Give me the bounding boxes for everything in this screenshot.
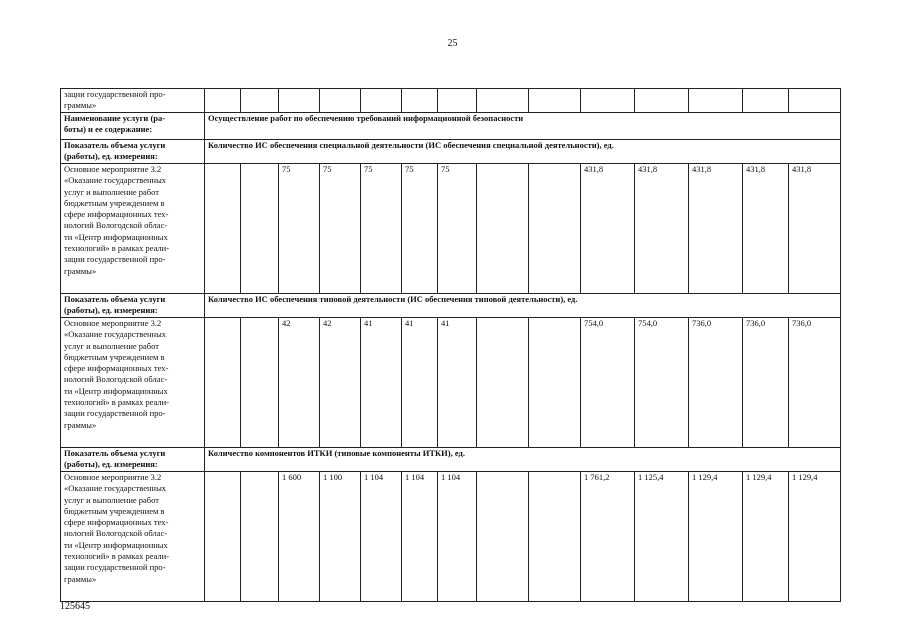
empty-cell [438, 89, 477, 113]
value-text: 1 600 [282, 472, 302, 482]
value-text: 1 104 [364, 472, 384, 482]
text-line: бюджетным учреждением в [64, 505, 165, 516]
value-cell [241, 164, 279, 294]
indicator-row [61, 448, 841, 472]
text-line: граммы» [64, 265, 97, 276]
value-cell [241, 318, 279, 448]
text-line: граммы» [64, 573, 97, 584]
value-cell [279, 472, 320, 602]
value-cell [361, 164, 402, 294]
indicator-text-cell [205, 140, 841, 164]
value-cell [635, 318, 689, 448]
indicator-text: Количество компонентов ИТКИ (типовые компоненты ИТКИ), ед. [208, 448, 465, 458]
empty-cell [402, 89, 438, 113]
indicator-row [61, 140, 841, 164]
empty-cell [689, 89, 743, 113]
value-text: 431,8 [746, 164, 766, 174]
text-line: технологий» в рамках реали- [64, 243, 170, 254]
text-line: услуг и выполнение работ [64, 340, 159, 351]
text-line: Показатель объема услуги [64, 294, 166, 304]
service-label-cell [61, 113, 205, 140]
text-line: ти «Центр информационных [64, 385, 168, 396]
empty-cell [320, 89, 361, 113]
empty-cell [635, 89, 689, 113]
value-cell [581, 318, 635, 448]
empty-cell [205, 89, 241, 113]
value-text: 75 [441, 164, 450, 174]
value-text: 42 [282, 318, 291, 328]
value-text: 1 761,2 [584, 472, 610, 482]
value-cell [205, 318, 241, 448]
text-line: зации государственной про- [64, 254, 166, 265]
value-cell [279, 318, 320, 448]
value-cell [402, 318, 438, 448]
empty-cell [789, 89, 841, 113]
empty-cell [241, 89, 279, 113]
value-cell [205, 164, 241, 294]
text-line: сфере информационных тех- [64, 363, 169, 374]
indicator-text-cell [205, 448, 841, 472]
text-line: «Оказание государственных [64, 175, 167, 186]
value-text: 75 [364, 164, 373, 174]
text-line: ти «Центр информационных [64, 539, 168, 550]
value-cell [743, 164, 789, 294]
indicator-row [61, 294, 841, 318]
value-cell [205, 472, 241, 602]
value-cell [438, 164, 477, 294]
empty-cell [477, 89, 529, 113]
text-line: технологий» в рамках реали- [64, 397, 170, 408]
indicator-label-cell [61, 448, 205, 472]
text-line: технологий» в рамках реали- [64, 551, 170, 562]
text-line: Основное мероприятие 3.2 [64, 318, 162, 328]
text-line: Показатель объема услуги [64, 140, 166, 150]
measure-row [61, 318, 841, 448]
value-text: 736,0 [792, 318, 812, 328]
value-cell [477, 472, 529, 602]
page-number: 25 [447, 38, 458, 49]
value-cell [402, 164, 438, 294]
text-line: Основное мероприятие 3.2 [64, 472, 162, 482]
text-line: нологий Вологодской облас- [64, 374, 168, 385]
text-line: Показатель объема услуги [64, 448, 166, 458]
value-cell [361, 318, 402, 448]
empty-cell [279, 89, 320, 113]
value-text: 736,0 [692, 318, 712, 328]
value-cell [789, 318, 841, 448]
document-code: 125645 [60, 601, 90, 612]
empty-cell [743, 89, 789, 113]
value-text: 1 125,4 [638, 472, 664, 482]
value-cell [635, 164, 689, 294]
indicator-label-cell [61, 294, 205, 318]
text-line: зации государственной про- [64, 562, 166, 573]
row-label-cell [61, 89, 205, 113]
value-cell [689, 318, 743, 448]
text-line: (работы), ед. измерения: [64, 459, 158, 470]
measure-row [61, 164, 841, 294]
value-text: 1 129,4 [792, 472, 818, 482]
value-text: 1 104 [441, 472, 461, 482]
text-line: боты) и ее содержание: [64, 124, 153, 135]
value-cell [320, 164, 361, 294]
value-text: 75 [405, 164, 414, 174]
text-line: бюджетным учреждением в [64, 351, 165, 362]
indicator-text: Количество ИС обеспечения специальной деятельности (ИС обеспечения специальной деятельности), ед. [208, 140, 614, 150]
value-text: 754,0 [584, 318, 604, 328]
value-cell [279, 164, 320, 294]
service-name-cell [205, 113, 841, 140]
text-line: сфере информационных тех- [64, 209, 169, 220]
measure-label-cell [61, 318, 205, 448]
text-line: ти «Центр информационных [64, 231, 168, 242]
text-line: сфере информационных тех- [64, 517, 169, 528]
value-cell [477, 318, 529, 448]
text-line: (работы), ед. измерения: [64, 305, 158, 316]
value-text: 1 100 [323, 472, 343, 482]
value-text: 1 104 [405, 472, 425, 482]
value-cell [361, 472, 402, 602]
empty-cell [581, 89, 635, 113]
value-cell [743, 472, 789, 602]
budget-table [60, 88, 841, 602]
text-line: граммы» [64, 419, 97, 430]
value-text: 431,8 [584, 164, 604, 174]
value-cell [320, 318, 361, 448]
indicator-text: Количество ИС обеспечения типовой деятельности (ИС обеспечения типовой деятельности), ед. [208, 294, 578, 304]
value-cell [320, 472, 361, 602]
value-text: 75 [282, 164, 291, 174]
value-cell [438, 318, 477, 448]
value-text: 41 [364, 318, 373, 328]
value-text: 431,8 [638, 164, 658, 174]
empty-cell [361, 89, 402, 113]
value-text: 42 [323, 318, 332, 328]
value-text: 41 [405, 318, 414, 328]
value-cell [581, 164, 635, 294]
value-cell [241, 472, 279, 602]
text-line: услуг и выполнение работ [64, 186, 159, 197]
value-cell [689, 164, 743, 294]
text-line: «Оказание государственных [64, 483, 167, 494]
value-cell [529, 164, 581, 294]
value-cell [581, 472, 635, 602]
measure-label-cell [61, 164, 205, 294]
value-cell [689, 472, 743, 602]
text-line: зации государственной про- [64, 408, 166, 419]
value-text: 431,8 [792, 164, 812, 174]
value-text: 736,0 [746, 318, 766, 328]
indicator-label-cell [61, 140, 205, 164]
value-cell [789, 164, 841, 294]
empty-cell [529, 89, 581, 113]
measure-label-cell [61, 472, 205, 602]
text-line: граммы» [64, 100, 97, 111]
value-text: 75 [323, 164, 332, 174]
service-name: Осуществление работ по обеспечению требований информационной безопасности [208, 113, 524, 123]
value-cell [529, 318, 581, 448]
text-line: услуг и выполнение работ [64, 494, 159, 505]
value-cell [529, 472, 581, 602]
text-line: (работы), ед. измерения: [64, 151, 158, 162]
value-cell [477, 164, 529, 294]
text-line: Наименование услуги (ра- [64, 113, 166, 123]
indicator-text-cell [205, 294, 841, 318]
value-cell [402, 472, 438, 602]
text-line: нологий Вологодской облас- [64, 220, 168, 231]
value-cell [438, 472, 477, 602]
table-row [61, 89, 841, 113]
measure-row [61, 472, 841, 602]
value-text: 1 129,4 [692, 472, 718, 482]
value-text: 1 129,4 [746, 472, 772, 482]
text-line: «Оказание государственных [64, 329, 167, 340]
service-row [61, 113, 841, 140]
value-text: 41 [441, 318, 450, 328]
value-text: 754,0 [638, 318, 658, 328]
value-text: 431,8 [692, 164, 712, 174]
text-line: бюджетным учреждением в [64, 197, 165, 208]
value-cell [635, 472, 689, 602]
text-line: нологий Вологодской облас- [64, 528, 168, 539]
value-cell [789, 472, 841, 602]
value-cell [743, 318, 789, 448]
text-line: Основное мероприятие 3.2 [64, 164, 162, 174]
text-line: зации государственной про- [64, 89, 166, 99]
